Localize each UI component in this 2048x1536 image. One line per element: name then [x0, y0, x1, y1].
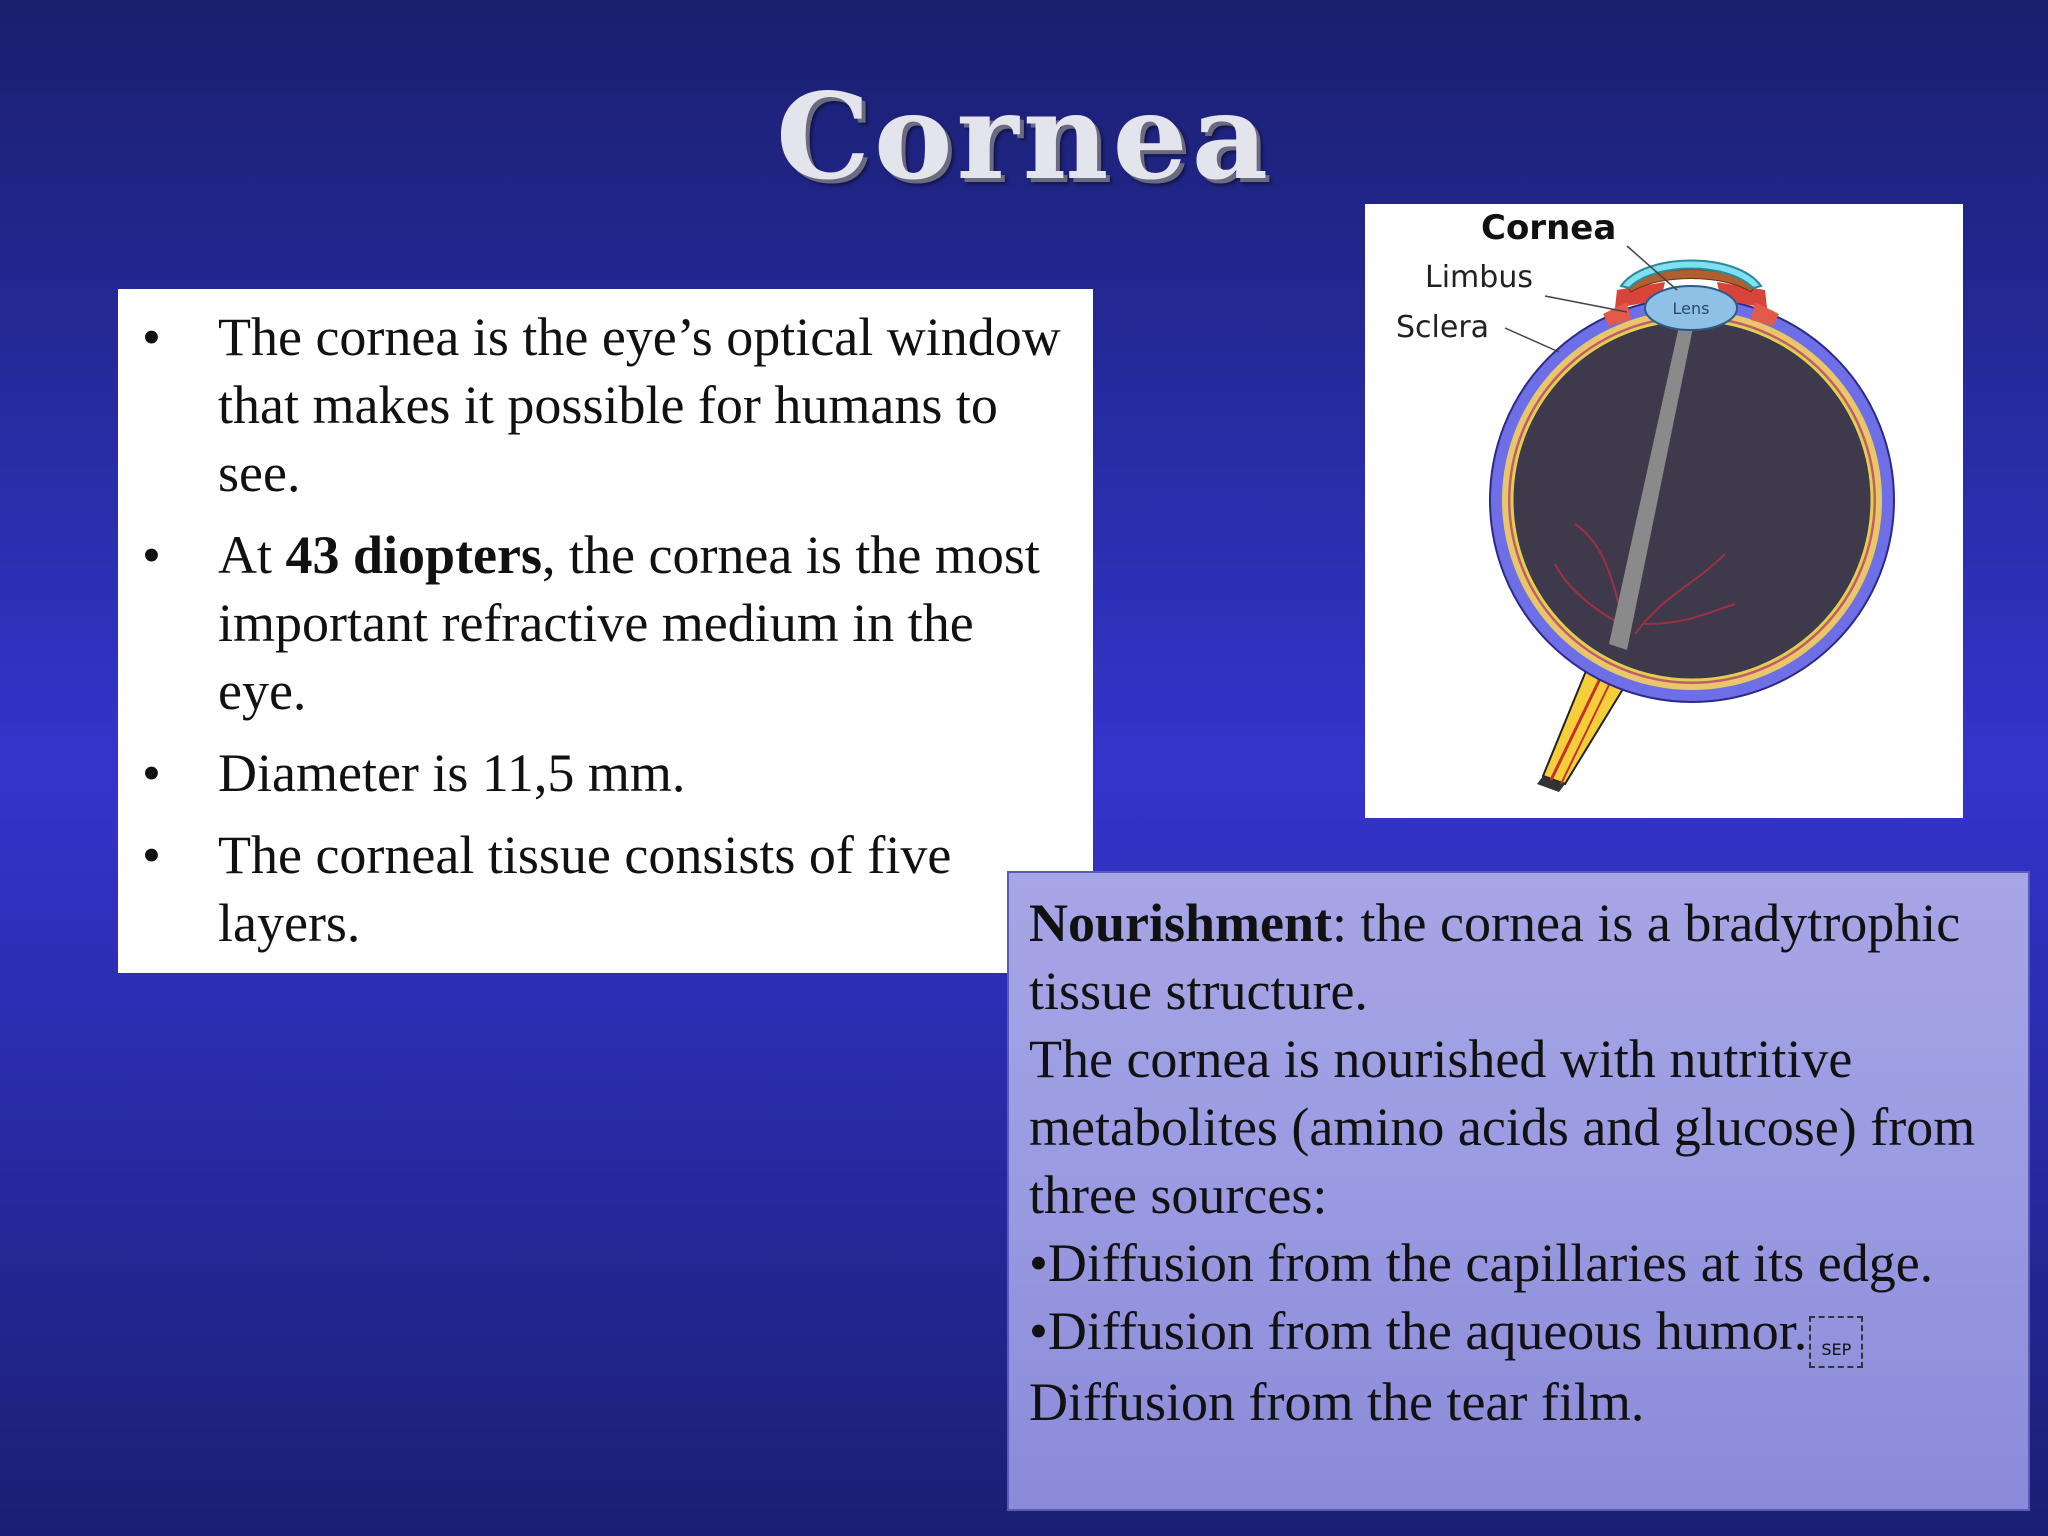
- bullet-text-bold: 43 diopters: [285, 525, 542, 585]
- cornea-label: Cornea: [1481, 208, 1617, 248]
- bullet-icon: •: [142, 743, 161, 803]
- limbus-label: Limbus: [1425, 260, 1533, 295]
- list-item: [118, 821, 1073, 957]
- nourishment-source-3-text: Diffusion from the tear film.: [1029, 1372, 1645, 1432]
- list-item: [118, 303, 1073, 507]
- separator-glyph-icon: SEP: [1809, 1316, 1863, 1368]
- bullet-icon: •: [142, 525, 161, 585]
- nourishment-box: [1007, 871, 2030, 1511]
- bullet-text: The corneal tissue consists of five layers.: [218, 825, 952, 953]
- nourishment-source-2: [1029, 1297, 2010, 1436]
- nourishment-paragraph-2: The cornea is nourished with nutritive metabolites (amino acids and glucose) from three sources:: [1029, 1029, 1976, 1225]
- nourishment-heading-rest: : the cornea is a bradytrophic tissue structure.: [1029, 893, 1961, 1021]
- limbus-leader-line: [1545, 296, 1627, 312]
- bullet-text: The cornea is the eye’s optical window that makes it possible for humans to see.: [218, 307, 1061, 503]
- nourishment-source-1: •Diffusion from the capillaries at its edge.: [1029, 1233, 1934, 1293]
- eye-diagram: [1365, 204, 1963, 818]
- eye-diagram-svg: [1365, 204, 1963, 818]
- bullet-box: [118, 289, 1093, 973]
- lens-label: Lens: [1672, 299, 1710, 318]
- bullet-text-post: , the cornea is the most important refractive medium in the eye.: [218, 525, 1040, 721]
- nourishment-source-2-text: •Diffusion from the aqueous humor.: [1029, 1301, 1808, 1361]
- bullet-text: Diameter is 11,5 mm.: [218, 743, 686, 803]
- sclera-label: Sclera: [1396, 310, 1490, 345]
- nourishment-heading: Nourishment: [1029, 893, 1333, 953]
- list-item: [118, 739, 1073, 807]
- list-item: [118, 521, 1073, 725]
- nourishment-paragraph-1: [1029, 889, 2010, 1025]
- bullet-text-pre: At: [218, 525, 286, 585]
- vitreous-body: [1512, 320, 1872, 680]
- bullet-icon: •: [142, 825, 161, 885]
- sclera-leader-line: [1505, 328, 1559, 352]
- bullet-list: [118, 303, 1073, 957]
- slide-title: Cornea: [775, 67, 1273, 206]
- bullet-icon: •: [142, 307, 161, 367]
